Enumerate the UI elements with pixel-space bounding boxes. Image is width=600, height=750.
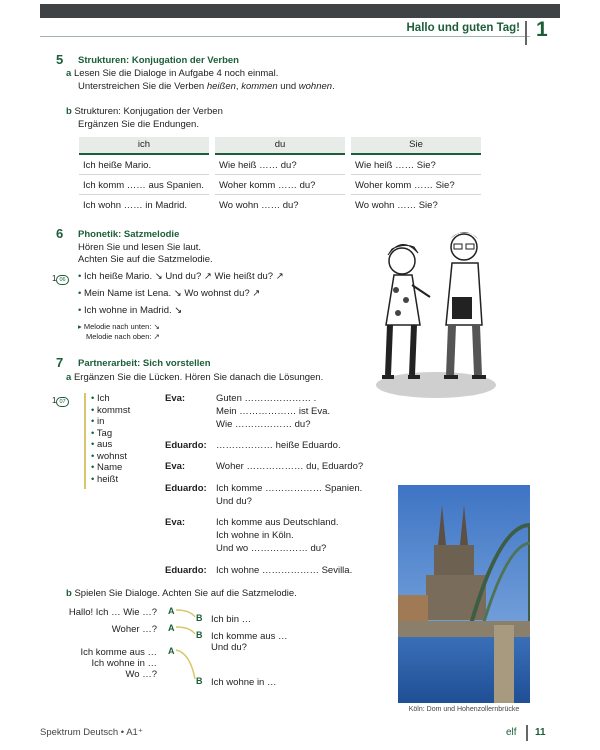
photo-caption: Köln: Dom und Hohenzollernbrücke <box>408 706 520 713</box>
dialog-line: Wie ……………… du? <box>216 419 311 430</box>
melody-text: Ich heiße Mario. ↘ Und du? ↗ Wie heißt du? ↗ <box>83 271 284 282</box>
column-header-du: du <box>215 137 345 153</box>
page-title: Hallo und guten Tag! <box>406 22 520 34</box>
top-bar <box>40 4 560 18</box>
table-cell: Wo wohn …… du? <box>219 200 299 211</box>
table-cell: Woher komm …… du? <box>219 180 316 191</box>
dialog-line: Ich komme ……………… Spanien. <box>216 483 363 494</box>
separator: . <box>332 81 335 92</box>
exercise-7a-text: Ergänzen Sie die Lücken. Hören Sie danach die Lösungen. <box>73 372 324 383</box>
table-cell: Wie heiß …… Sie? <box>355 160 436 171</box>
dialog-line: Ich wohne in Köln. <box>216 530 294 541</box>
exercise-5b-line1: Strukturen: Konjugation der Verben <box>74 106 223 117</box>
role-a-line: Ich wohne in … <box>91 658 157 669</box>
table-cell: Ich heiße Mario. <box>83 160 152 171</box>
word-item: • kommst <box>91 404 131 416</box>
word-item: • Tag <box>91 427 113 439</box>
exercise-5b <box>66 105 223 118</box>
melody-item <box>78 287 260 300</box>
role-b-line: Ich komme aus … <box>211 631 288 642</box>
word-box <box>84 393 146 489</box>
footer-separator <box>526 725 528 741</box>
exercise-7a-label: a <box>66 372 72 383</box>
bullet-icon: • <box>78 271 82 282</box>
exercise-7-number: 7 <box>56 355 64 370</box>
exercise-7b-label: b <box>66 588 72 599</box>
table-cell: Ich komm …… aus Spanien. <box>83 180 204 191</box>
dialog-line: Und wo ……………… du? <box>216 543 327 554</box>
dialog-line: Mein ……………… ist Eva. <box>216 406 331 417</box>
role-a-line: Ich komme aus … <box>80 647 157 658</box>
exercise-6-title: Phonetik: Satzmelodie <box>78 229 180 240</box>
chapter-number: 1 <box>536 18 548 41</box>
melody-item <box>78 304 182 317</box>
word-item: • Ich <box>91 393 110 404</box>
speaker-label: Eduardo: <box>165 565 207 576</box>
verb-heissen: heißen <box>206 81 236 92</box>
word-item: • Name <box>91 462 123 473</box>
page-number: 11 <box>535 727 546 738</box>
cd-number: 1 <box>52 396 57 405</box>
header-rule <box>40 36 530 37</box>
exercise-6-number: 6 <box>56 226 64 241</box>
melody-up-note: Melodie nach oben: ↗ <box>86 332 160 341</box>
melody-legend <box>78 322 160 342</box>
exercise-5b-label: b <box>66 106 72 117</box>
role-b-line: Ich wohne in … <box>211 677 277 688</box>
exercise-7b <box>66 587 297 600</box>
dialog-line: Und du? <box>216 496 252 507</box>
bullet-icon: • <box>78 288 82 299</box>
exercise-5-title: Strukturen: Konjugation der Verben <box>78 55 239 66</box>
word-item: • aus <box>91 439 113 450</box>
separator: und <box>277 81 299 92</box>
header-separator <box>525 21 527 45</box>
word-item: • heißt <box>91 473 119 485</box>
role-a-line: Wo …? <box>125 669 157 680</box>
page-word: elf <box>506 727 517 738</box>
exercise-6-line1: Hören Sie und lesen Sie laut. <box>78 242 202 253</box>
role-b-line: Und du? <box>211 642 247 653</box>
verb-kommen: kommen <box>241 81 278 92</box>
exercise-5a <box>66 67 278 80</box>
exercise-5b-line2: Ergänzen Sie die Endungen. <box>78 119 199 130</box>
bullet-icon: ▸ <box>78 322 82 331</box>
melody-text: Mein Name ist Lena. ↘ Wo wohnst du? ↗ <box>83 288 261 299</box>
melody-text: Ich wohne in Madrid. ↘ <box>83 305 183 316</box>
audio-track-07[interactable] <box>52 396 69 407</box>
role-b-line: Ich bin … <box>211 614 252 625</box>
table-cell: Woher komm …… Sie? <box>355 180 455 191</box>
exercise-5a-line1: Lesen Sie die Dialoge in Aufgabe 4 noch einmal. <box>73 68 279 79</box>
instruction-text: Unterstreichen Sie die Verben <box>78 81 207 92</box>
word-item: • wohnst <box>91 450 128 462</box>
column-header-sie: Sie <box>351 137 481 153</box>
table-cell: Wo wohn …… Sie? <box>355 200 438 211</box>
conjugation-table <box>74 136 486 215</box>
exercise-7-title: Partnerarbeit: Sich vorstellen <box>78 358 211 369</box>
role-b-marker: B <box>196 676 203 686</box>
exercise-6-line2: Achten Sie auf die Satzmelodie. <box>78 254 213 265</box>
cologne-photo <box>398 485 530 703</box>
speaker-label: Eva: <box>165 517 186 528</box>
footer-book-title: Spektrum Deutsch • A1⁺ <box>40 727 143 738</box>
role-a-line: Woher …? <box>111 624 157 635</box>
cartoon-illustration <box>368 225 503 400</box>
melody-down-note: Melodie nach unten: ↘ <box>83 322 160 331</box>
role-a-marker: A <box>168 606 175 616</box>
dialog-line: Ich komme aus Deutschland. <box>216 517 339 528</box>
role-a-line: Hallo! Ich … Wie …? <box>68 607 157 618</box>
separator: , <box>235 81 242 92</box>
dialog-line: Woher ……………… du, Eduardo? <box>216 461 364 472</box>
melody-item <box>78 270 284 283</box>
exercise-7a <box>66 371 323 384</box>
table-cell: Ich wohn …… in Madrid. <box>83 200 188 211</box>
word-item: • in <box>91 416 105 427</box>
dialog-line: Guten ………………… . <box>216 393 317 404</box>
speaker-label: Eduardo: <box>165 483 207 494</box>
column-header-ich: ich <box>79 137 209 153</box>
exercise-5a-line2 <box>78 80 335 93</box>
cd-icon: 06 <box>56 275 68 285</box>
bullet-icon: • <box>78 305 82 316</box>
cd-icon: 07 <box>56 397 68 407</box>
speaker-label: Eva: <box>165 461 186 472</box>
speaker-label: Eva: <box>165 393 186 404</box>
role-a-marker: A <box>168 623 175 633</box>
audio-track-06[interactable] <box>52 274 69 285</box>
cd-number: 1 <box>52 274 57 283</box>
verb-wohnen: wohnen <box>298 81 333 92</box>
dialog-line: Ich wohne ……………… Sevilla. <box>216 565 353 576</box>
role-b-marker: B <box>196 613 203 623</box>
table-cell: Wie heiß …… du? <box>219 160 297 171</box>
dialog-flow-arrows <box>176 607 198 683</box>
speaker-label: Eduardo: <box>165 440 207 451</box>
role-b-marker: B <box>196 630 203 640</box>
exercise-5-number: 5 <box>56 52 64 67</box>
dialog-line: ……………… heiße Eduardo. <box>216 440 341 451</box>
exercise-7b-text: Spielen Sie Dialoge. Achten Sie auf die Satzmelodie. <box>74 588 297 599</box>
exercise-5a-label: a <box>66 68 72 79</box>
role-a-marker: A <box>168 646 175 656</box>
